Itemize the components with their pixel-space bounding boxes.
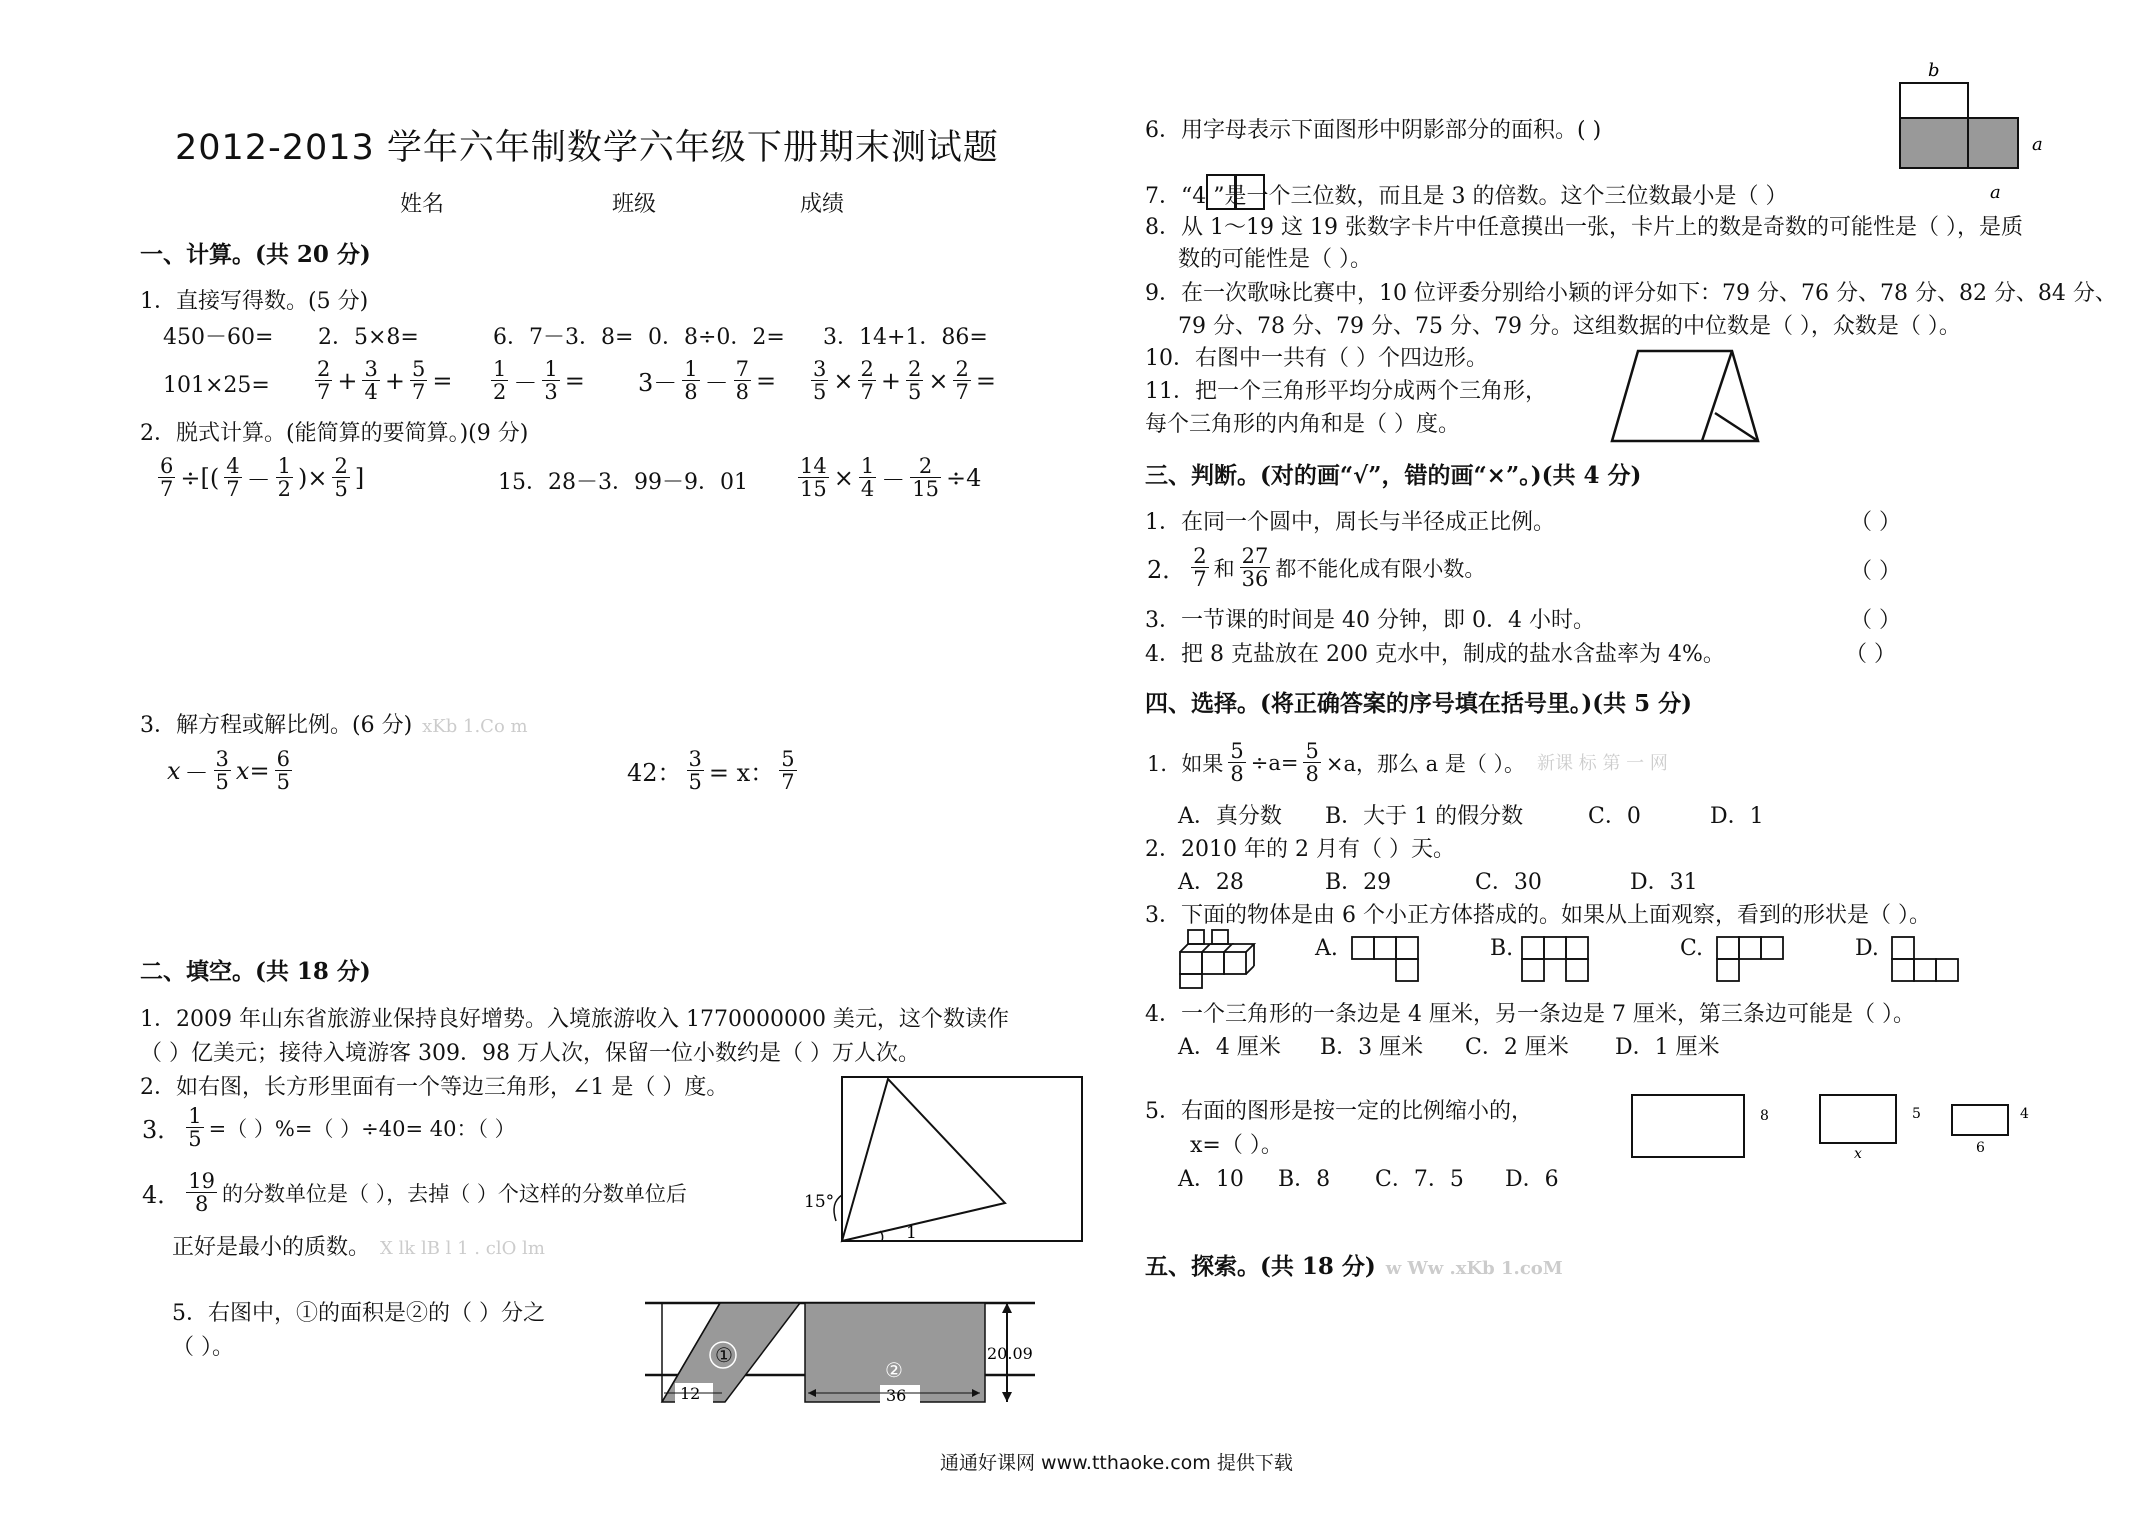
angle-label: 15° xyxy=(804,1192,835,1212)
choice-q1: 1．如果 $\frac{5}{8}$ ÷a= $\frac{5}{8}$ ×a，那么 a 是（ ）。 新课 标 第 一 网 xyxy=(1147,739,1668,786)
angle-one-label: 1 xyxy=(906,1223,917,1243)
svg-text:b: b xyxy=(1928,60,1940,81)
calc-item-fraction-diff: $\frac{1}{2}$ － $\frac{1}{3}$ = xyxy=(493,357,585,404)
option: D．1 xyxy=(1710,804,1764,829)
option: B．3 厘米 xyxy=(1320,1035,1424,1060)
calc-item: 3．14+1．86= xyxy=(823,325,988,350)
expr-3: $\frac{14}{15}$ × $\frac{1}{4}$ － $\frac{2}{15}$ ÷4 xyxy=(800,454,982,501)
section1-heading: 一、计算。(共 20 分) xyxy=(140,241,371,268)
calc-item-distributive: $\frac{3}{5}$ × $\frac{2}{7}$ + $\frac{2}{5}$ × $\frac{2}{7}$ = xyxy=(813,357,996,404)
watermark-text: X lk lB l 1 . clO lm xyxy=(380,1238,545,1259)
s1-q3-label: 3．解方程或解比例。(6 分) xKb 1.Co m xyxy=(140,713,528,738)
name-field-label: 姓名 xyxy=(400,192,445,217)
option-c-label: C. xyxy=(1680,936,1704,961)
s2-q3: 3． $\frac{1}{5}$ =（ ）%=（ ）÷40= 40：（ ） xyxy=(142,1104,516,1151)
calc-item: 0．8÷0．2= xyxy=(648,325,785,350)
option-d-label: D. xyxy=(1855,936,1879,961)
q11-line2: 每个三角形的内角和是（ ）度。 xyxy=(1145,412,1460,437)
page-title: 2012-2013 学年六年制数学六年级下册期末测试题 xyxy=(175,128,999,168)
proportion-1: 42： $\frac{3}{5}$ = x： $\frac{5}{7}$ xyxy=(627,747,795,794)
option: D．1 厘米 xyxy=(1615,1035,1720,1060)
answer-paren: （ ） xyxy=(1845,642,1896,667)
section4-heading: 四、选择。(将正确答案的序号填在括号里。)(共 5 分) xyxy=(1145,690,1693,717)
q6-text: 6．用字母表示下面图形中阴影部分的面积。( ) xyxy=(1145,118,1602,143)
option: C．0 xyxy=(1588,804,1641,829)
scaled-rectangles-figure xyxy=(1630,1090,2050,1180)
calc-item: 2．5×8= xyxy=(318,325,419,350)
section2-heading: 二、填空。(共 18 分) xyxy=(140,958,371,985)
option-b-label: B. xyxy=(1490,936,1514,961)
shaded-area-figure xyxy=(1900,58,2130,208)
choice-q3: 3．下面的物体是由 6 个小正方体搭成的。如果从上面观察，看到的形状是（ ）。 xyxy=(1145,903,1931,928)
watermark-text: 新课 标 第 一 网 xyxy=(1537,752,1668,774)
answer-paren: （ ） xyxy=(1850,559,1901,584)
judge-item-2: 2． $\frac{2}{7}$ 和 $\frac{27}{36}$ 都不能化成有限小数。 xyxy=(1147,544,1486,591)
page-footer: 通通好课网 www.tthaoke.com 提供下载 xyxy=(940,1452,1293,1474)
option: A．4 厘米 xyxy=(1178,1035,1281,1060)
q9-line2: 79 分、78 分、79 分、75 分、79 分。这组数据的中位数是（ ），众数是（ ）。 xyxy=(1178,314,1961,339)
quadrilateral-count-figure xyxy=(1610,345,1760,445)
option: A．28 xyxy=(1178,870,1244,895)
s2-q2: 2．如右图，长方形里面有一个等边三角形，∠1 是（ ）度。 xyxy=(140,1075,729,1100)
s2-q5-line2: （ ）。 xyxy=(172,1335,234,1360)
option: D．6 xyxy=(1505,1167,1559,1192)
svg-text:6: 6 xyxy=(1976,1140,1985,1156)
choice-q5-line2: x=（ ）。 xyxy=(1190,1133,1283,1158)
base-36-label: 36 xyxy=(886,1386,907,1405)
watermark-text: w Ww .xKb 1.coM xyxy=(1385,1258,1563,1279)
equation-1: x － $\frac{3}{5}$ x= $\frac{6}{5}$ xyxy=(167,747,290,794)
svg-text:a: a xyxy=(2032,134,2043,155)
option: C．7．5 xyxy=(1375,1167,1464,1192)
judge-item-1: 1．在同一个圆中，周长与半径成正比例。 xyxy=(1145,510,1555,535)
q8-line2: 数的可能性是（ ）。 xyxy=(1178,247,1372,272)
option: D．31 xyxy=(1630,870,1698,895)
svg-text:8: 8 xyxy=(1760,1108,1769,1124)
choice-q2: 2．2010 年的 2 月有（ ）天。 xyxy=(1145,837,1455,862)
option: C．30 xyxy=(1475,870,1542,895)
svg-text:x: x xyxy=(1854,1146,1862,1162)
svg-text:a: a xyxy=(1990,182,2001,203)
s2-q4: 4． $\frac{19}{8}$ 的分数单位是（ ），去掉（ ）个这样的分数单位后 xyxy=(142,1169,687,1216)
digit-box xyxy=(1206,174,1236,210)
option: C．2 厘米 xyxy=(1465,1035,1569,1060)
choice-q5-line1: 5．右面的图形是按一定的比例缩小的， xyxy=(1145,1099,1533,1124)
s1-q2-label: 2．脱式计算。(能简算的要简算。)(9 分) xyxy=(140,421,529,446)
top-view-option-c xyxy=(1715,935,1795,985)
region-1-label: ① xyxy=(715,1343,733,1367)
judge-item-4: 4．把 8 克盐放在 200 克水中，制成的盐水含盐率为 4%。 xyxy=(1145,642,1725,667)
q7-text: 7．“4 ”是一个三位数，而且是 3 的倍数。这个三位数最小是（ ） xyxy=(1145,184,1788,209)
triangle-in-rectangle-figure xyxy=(800,1075,1090,1250)
option: A．10 xyxy=(1178,1167,1244,1192)
judge-item-3: 3．一节课的时间是 40 分钟，即 0．4 小时。 xyxy=(1145,608,1595,633)
base-12-label: 12 xyxy=(680,1384,701,1403)
top-view-option-d xyxy=(1890,935,1970,985)
option: A．真分数 xyxy=(1178,804,1282,829)
svg-text:5: 5 xyxy=(1912,1106,1921,1122)
section3-heading: 三、判断。(对的画“√”，错的画“×”。)(共 4 分) xyxy=(1145,462,1642,489)
s2-q1-line2: （ ）亿美元；接待入境游客 309．98 万人次，保留一位小数约是（ ）万人次。 xyxy=(140,1041,920,1066)
height-label: 20.09 xyxy=(987,1344,1033,1363)
svg-text:4: 4 xyxy=(2020,1106,2029,1122)
expr-2: 15．28－3．99－9．01 xyxy=(498,470,748,495)
cube-stack-figure xyxy=(1178,930,1253,990)
s2-q5-line1: 5．右图中，①的面积是②的（ ）分之 xyxy=(172,1301,545,1326)
class-field-label: 班级 xyxy=(612,192,657,217)
expr-1: $\frac{6}{7}$ ÷[( $\frac{4}{7}$ － $\frac{1}{2}$ )× $\frac{2}{5}$ ] xyxy=(160,454,365,501)
option-a-label: A. xyxy=(1315,936,1338,961)
option: B．8 xyxy=(1278,1167,1331,1192)
q10-text: 10．右图中一共有（ ）个四边形。 xyxy=(1145,346,1488,371)
q11-line1: 11．把一个三角形平均分成两个三角形， xyxy=(1145,379,1547,404)
option: B．大于 1 的假分数 xyxy=(1325,804,1524,829)
parallel-lines-area-figure xyxy=(640,1295,1040,1415)
q8-line1: 8．从 1～19 这 19 张数字卡片中任意摸出一张，卡片上的数是奇数的可能性是（ ），是质 xyxy=(1145,215,2023,240)
calc-item-fraction-sum: $\frac{2}{7}$ + $\frac{3}{4}$ + $\frac{5}{7}$ = xyxy=(317,357,453,404)
s1-q1-label: 1．直接写得数。(5 分) xyxy=(140,289,369,314)
option: B．29 xyxy=(1325,870,1392,895)
top-view-option-b xyxy=(1520,935,1600,985)
top-view-option-a xyxy=(1350,935,1430,985)
calc-item-three-minus: 3－ $\frac{1}{8}$ － $\frac{7}{8}$ = xyxy=(638,357,777,404)
answer-paren: （ ） xyxy=(1850,510,1901,535)
answer-paren: （ ） xyxy=(1850,608,1901,633)
calc-item: 6．7－3．8= xyxy=(493,325,634,350)
section5-heading: 五、探索。(共 18 分) w Ww .xKb 1.coM xyxy=(1145,1253,1563,1280)
choice-q4: 4．一个三角形的一条边是 4 厘米，另一条边是 7 厘米，第三条边可能是（ ）。 xyxy=(1145,1002,1915,1027)
region-2-label: ② xyxy=(885,1358,903,1382)
watermark-text: xKb 1.Co m xyxy=(422,716,528,737)
calc-item: 450－60= xyxy=(163,325,274,350)
calc-item: 101×25= xyxy=(163,373,270,398)
s2-q4-line2: 正好是最小的质数。 X lk lB l 1 . clO lm xyxy=(172,1235,545,1260)
q9-line1: 9．在一次歌咏比赛中，10 位评委分别给小颖的评分如下：79 分、76 分、78 分、82 分、84 分、 xyxy=(1145,281,2117,306)
s2-q1-line1: 1．2009 年山东省旅游业保持良好增势。入境旅游收入 1770000000 美元，这个数读作 xyxy=(140,1007,1009,1032)
score-field-label: 成绩 xyxy=(800,192,845,217)
digit-box xyxy=(1235,174,1265,210)
